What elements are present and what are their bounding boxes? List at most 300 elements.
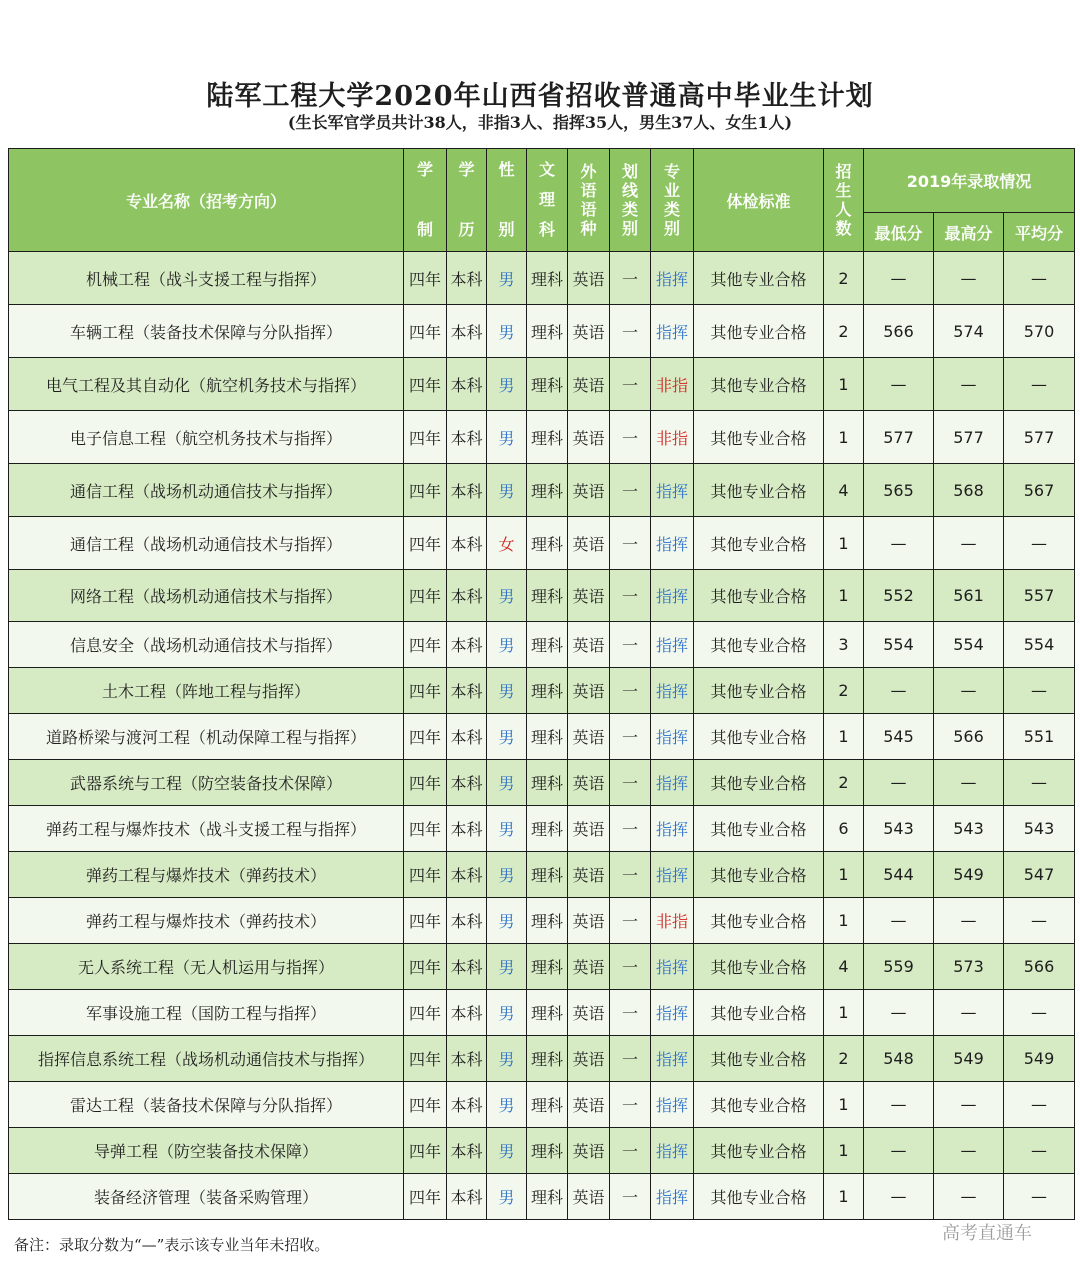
avg-score-cell: 570: [1004, 305, 1075, 358]
line-category-cell: 一: [610, 760, 651, 806]
header-min-score: 最低分: [864, 213, 934, 252]
xuezhi-cell: 四年: [404, 1174, 447, 1220]
table-row: [9, 806, 1075, 852]
major-name-cell: 土木工程（阵地工程与指挥）: [9, 668, 404, 714]
avg-score-cell: —: [1004, 1082, 1075, 1128]
xueli-cell: 本科: [447, 1174, 487, 1220]
line-category-cell: 一: [610, 305, 651, 358]
xueli-cell: 本科: [447, 517, 487, 570]
major-type-cell: 指挥: [651, 1128, 694, 1174]
xueli-cell: 本科: [447, 1128, 487, 1174]
table-row: [9, 570, 1075, 622]
xuezhi-cell: 四年: [404, 714, 447, 760]
table-row: [9, 252, 1075, 305]
language-cell: 英语: [568, 570, 610, 622]
gender-cell: 男: [487, 411, 527, 464]
gender-cell: 男: [487, 852, 527, 898]
xuezhi-cell: 四年: [404, 622, 447, 668]
major-type-cell: 指挥: [651, 570, 694, 622]
enrollment-count-cell: 1: [824, 517, 864, 570]
major-type-cell: 指挥: [651, 464, 694, 517]
subject-cell: 理科: [527, 411, 568, 464]
subject-cell: 理科: [527, 714, 568, 760]
health-standard-cell: 其他专业合格: [694, 806, 824, 852]
table-row: [9, 1174, 1075, 1220]
language-cell: 英语: [568, 305, 610, 358]
major-type-cell: 指挥: [651, 1036, 694, 1082]
table-row: [9, 668, 1075, 714]
avg-score-cell: 557: [1004, 570, 1075, 622]
max-score-cell: 568: [934, 464, 1004, 517]
avg-score-cell: 549: [1004, 1036, 1075, 1082]
major-type-cell: 指挥: [651, 305, 694, 358]
major-name-cell: 电气工程及其自动化（航空机务技术与指挥）: [9, 358, 404, 411]
avg-score-cell: —: [1004, 898, 1075, 944]
header-huaxian: 划 线 类 别: [610, 149, 651, 252]
min-score-cell: 552: [864, 570, 934, 622]
max-score-cell: —: [934, 668, 1004, 714]
min-score-cell: 559: [864, 944, 934, 990]
xuezhi-cell: 四年: [404, 1036, 447, 1082]
gender-cell: 男: [487, 806, 527, 852]
major-type-cell: 指挥: [651, 714, 694, 760]
header-max-score: 最高分: [934, 213, 1004, 252]
min-score-cell: 545: [864, 714, 934, 760]
min-score-cell: 544: [864, 852, 934, 898]
xueli-cell: 本科: [447, 1036, 487, 1082]
subject-cell: 理科: [527, 252, 568, 305]
gender-cell: 女: [487, 517, 527, 570]
header-xueli: 学 历: [447, 149, 487, 252]
xueli-cell: 本科: [447, 358, 487, 411]
subject-cell: 理科: [527, 570, 568, 622]
avg-score-cell: —: [1004, 668, 1075, 714]
language-cell: 英语: [568, 990, 610, 1036]
min-score-cell: —: [864, 898, 934, 944]
header-xingbie: 性 别: [487, 149, 527, 252]
max-score-cell: 574: [934, 305, 1004, 358]
health-standard-cell: 其他专业合格: [694, 570, 824, 622]
page-subtitle: (生长军官学员共计38人，非指3人、指挥35人，男生37人、女生1人): [287, 113, 793, 132]
avg-score-cell: —: [1004, 1174, 1075, 1220]
xueli-cell: 本科: [447, 464, 487, 517]
subject-cell: 理科: [527, 1174, 568, 1220]
avg-score-cell: —: [1004, 1128, 1075, 1174]
min-score-cell: 543: [864, 806, 934, 852]
health-standard-cell: 其他专业合格: [694, 622, 824, 668]
major-type-cell: 指挥: [651, 806, 694, 852]
table-row: [9, 411, 1075, 464]
xuezhi-cell: 四年: [404, 898, 447, 944]
min-score-cell: —: [864, 668, 934, 714]
xuezhi-cell: 四年: [404, 517, 447, 570]
min-score-cell: 566: [864, 305, 934, 358]
table-row: [9, 852, 1075, 898]
major-name-cell: 电子信息工程（航空机务技术与指挥）: [9, 411, 404, 464]
max-score-cell: 549: [934, 1036, 1004, 1082]
line-category-cell: 一: [610, 1174, 651, 1220]
language-cell: 英语: [568, 411, 610, 464]
line-category-cell: 一: [610, 806, 651, 852]
line-category-cell: 一: [610, 517, 651, 570]
health-standard-cell: 其他专业合格: [694, 898, 824, 944]
min-score-cell: 548: [864, 1036, 934, 1082]
xueli-cell: 本科: [447, 898, 487, 944]
gender-cell: 男: [487, 714, 527, 760]
table-row: [9, 944, 1075, 990]
gender-cell: 男: [487, 305, 527, 358]
major-type-cell: 非指: [651, 358, 694, 411]
max-score-cell: —: [934, 760, 1004, 806]
table-row: [9, 464, 1075, 517]
xuezhi-cell: 四年: [404, 252, 447, 305]
xueli-cell: 本科: [447, 806, 487, 852]
subject-cell: 理科: [527, 464, 568, 517]
max-score-cell: 566: [934, 714, 1004, 760]
min-score-cell: —: [864, 1128, 934, 1174]
subject-cell: 理科: [527, 760, 568, 806]
watermark: 高考直通车: [942, 1223, 1032, 1244]
avg-score-cell: 554: [1004, 622, 1075, 668]
gender-cell: 男: [487, 1174, 527, 1220]
gender-cell: 男: [487, 1082, 527, 1128]
xuezhi-cell: 四年: [404, 1082, 447, 1128]
table-row: [9, 760, 1075, 806]
gender-cell: 男: [487, 252, 527, 305]
line-category-cell: 一: [610, 990, 651, 1036]
gender-cell: 男: [487, 358, 527, 411]
enrollment-count-cell: 1: [824, 1128, 864, 1174]
line-category-cell: 一: [610, 464, 651, 517]
enrollment-count-cell: 4: [824, 464, 864, 517]
gender-cell: 男: [487, 1128, 527, 1174]
line-category-cell: 一: [610, 668, 651, 714]
xueli-cell: 本科: [447, 411, 487, 464]
health-standard-cell: 其他专业合格: [694, 1082, 824, 1128]
xueli-cell: 本科: [447, 622, 487, 668]
xuezhi-cell: 四年: [404, 305, 447, 358]
major-name-cell: 军事设施工程（国防工程与指挥）: [9, 990, 404, 1036]
max-score-cell: 554: [934, 622, 1004, 668]
page-title: 陆军工程大学2020年山西省招收普通高中毕业生计划: [206, 81, 874, 112]
min-score-cell: —: [864, 252, 934, 305]
language-cell: 英语: [568, 622, 610, 668]
max-score-cell: 543: [934, 806, 1004, 852]
avg-score-cell: 551: [1004, 714, 1075, 760]
health-standard-cell: 其他专业合格: [694, 944, 824, 990]
language-cell: 英语: [568, 252, 610, 305]
xuezhi-cell: 四年: [404, 570, 447, 622]
line-category-cell: 一: [610, 852, 651, 898]
max-score-cell: —: [934, 1082, 1004, 1128]
enrollment-count-cell: 2: [824, 668, 864, 714]
health-standard-cell: 其他专业合格: [694, 1128, 824, 1174]
table-row: [9, 305, 1075, 358]
avg-score-cell: —: [1004, 252, 1075, 305]
subject-cell: 理科: [527, 898, 568, 944]
enrollment-count-cell: 4: [824, 944, 864, 990]
enrollment-count-cell: 1: [824, 358, 864, 411]
gender-cell: 男: [487, 668, 527, 714]
max-score-cell: 573: [934, 944, 1004, 990]
health-standard-cell: 其他专业合格: [694, 464, 824, 517]
health-standard-cell: 其他专业合格: [694, 358, 824, 411]
subject-cell: 理科: [527, 944, 568, 990]
table-row: [9, 517, 1075, 570]
language-cell: 英语: [568, 1174, 610, 1220]
table-body: [9, 252, 1075, 1220]
health-standard-cell: 其他专业合格: [694, 305, 824, 358]
table-row: [9, 898, 1075, 944]
header-waiyu: 外 语 语 种: [568, 149, 610, 252]
major-name-cell: 信息安全（战场机动通信技术与指挥）: [9, 622, 404, 668]
max-score-cell: —: [934, 1128, 1004, 1174]
major-name-cell: 网络工程（战场机动通信技术与指挥）: [9, 570, 404, 622]
xuezhi-cell: 四年: [404, 852, 447, 898]
language-cell: 英语: [568, 898, 610, 944]
line-category-cell: 一: [610, 1128, 651, 1174]
language-cell: 英语: [568, 464, 610, 517]
xueli-cell: 本科: [447, 990, 487, 1036]
table-row: [9, 714, 1075, 760]
enrollment-count-cell: 1: [824, 852, 864, 898]
enrollment-count-cell: 1: [824, 411, 864, 464]
subject-cell: 理科: [527, 806, 568, 852]
language-cell: 英语: [568, 714, 610, 760]
xuezhi-cell: 四年: [404, 806, 447, 852]
xuezhi-cell: 四年: [404, 668, 447, 714]
health-standard-cell: 其他专业合格: [694, 760, 824, 806]
xueli-cell: 本科: [447, 714, 487, 760]
header-zhaosheng: 招 生 人 数: [824, 149, 864, 252]
gender-cell: 男: [487, 898, 527, 944]
min-score-cell: 565: [864, 464, 934, 517]
table-row: [9, 1036, 1075, 1082]
enrollment-count-cell: 1: [824, 990, 864, 1036]
subject-cell: 理科: [527, 305, 568, 358]
subject-cell: 理科: [527, 1036, 568, 1082]
subject-cell: 理科: [527, 990, 568, 1036]
min-score-cell: —: [864, 990, 934, 1036]
header-avg-score: 平均分: [1004, 213, 1075, 252]
health-standard-cell: 其他专业合格: [694, 852, 824, 898]
min-score-cell: —: [864, 358, 934, 411]
major-type-cell: 指挥: [651, 760, 694, 806]
max-score-cell: 561: [934, 570, 1004, 622]
language-cell: 英语: [568, 1128, 610, 1174]
xuezhi-cell: 四年: [404, 464, 447, 517]
gender-cell: 男: [487, 760, 527, 806]
line-category-cell: 一: [610, 358, 651, 411]
subject-cell: 理科: [527, 1128, 568, 1174]
health-standard-cell: 其他专业合格: [694, 1174, 824, 1220]
xueli-cell: 本科: [447, 305, 487, 358]
line-category-cell: 一: [610, 714, 651, 760]
major-type-cell: 指挥: [651, 668, 694, 714]
language-cell: 英语: [568, 852, 610, 898]
enrollment-count-cell: 1: [824, 1082, 864, 1128]
language-cell: 英语: [568, 760, 610, 806]
max-score-cell: 577: [934, 411, 1004, 464]
header-wenli: 文 理 科: [527, 149, 568, 252]
min-score-cell: —: [864, 1174, 934, 1220]
major-name-cell: 车辆工程（装备技术保障与分队指挥）: [9, 305, 404, 358]
language-cell: 英语: [568, 1082, 610, 1128]
xueli-cell: 本科: [447, 570, 487, 622]
language-cell: 英语: [568, 1036, 610, 1082]
health-standard-cell: 其他专业合格: [694, 1036, 824, 1082]
xueli-cell: 本科: [447, 852, 487, 898]
enrollment-count-cell: 2: [824, 760, 864, 806]
major-name-cell: 导弹工程（防空装备技术保障）: [9, 1128, 404, 1174]
min-score-cell: —: [864, 517, 934, 570]
avg-score-cell: —: [1004, 517, 1075, 570]
major-type-cell: 指挥: [651, 990, 694, 1036]
line-category-cell: 一: [610, 1036, 651, 1082]
major-name-cell: 机械工程（战斗支援工程与指挥）: [9, 252, 404, 305]
avg-score-cell: 577: [1004, 411, 1075, 464]
min-score-cell: —: [864, 760, 934, 806]
enrollment-plan-table: [8, 148, 1075, 1220]
xueli-cell: 本科: [447, 668, 487, 714]
line-category-cell: 一: [610, 570, 651, 622]
enrollment-count-cell: 6: [824, 806, 864, 852]
avg-score-cell: —: [1004, 760, 1075, 806]
xueli-cell: 本科: [447, 252, 487, 305]
language-cell: 英语: [568, 358, 610, 411]
table-row: [9, 990, 1075, 1036]
max-score-cell: —: [934, 1174, 1004, 1220]
health-standard-cell: 其他专业合格: [694, 252, 824, 305]
enrollment-count-cell: 2: [824, 1036, 864, 1082]
major-type-cell: 指挥: [651, 517, 694, 570]
xuezhi-cell: 四年: [404, 411, 447, 464]
major-type-cell: 非指: [651, 411, 694, 464]
xueli-cell: 本科: [447, 944, 487, 990]
major-name-cell: 弹药工程与爆炸技术（战斗支援工程与指挥）: [9, 806, 404, 852]
max-score-cell: 549: [934, 852, 1004, 898]
header-xuezhi: 学 制: [404, 149, 447, 252]
language-cell: 英语: [568, 806, 610, 852]
table-row: [9, 1082, 1075, 1128]
enrollment-count-cell: 3: [824, 622, 864, 668]
max-score-cell: —: [934, 990, 1004, 1036]
subject-cell: 理科: [527, 852, 568, 898]
header-2019: 2019年录取情况: [864, 149, 1075, 213]
major-type-cell: 非指: [651, 898, 694, 944]
min-score-cell: 577: [864, 411, 934, 464]
gender-cell: 男: [487, 464, 527, 517]
enrollment-count-cell: 1: [824, 570, 864, 622]
xuezhi-cell: 四年: [404, 1128, 447, 1174]
gender-cell: 男: [487, 944, 527, 990]
major-name-cell: 弹药工程与爆炸技术（弹药技术）: [9, 898, 404, 944]
max-score-cell: —: [934, 517, 1004, 570]
major-type-cell: 指挥: [651, 1082, 694, 1128]
health-standard-cell: 其他专业合格: [694, 990, 824, 1036]
xuezhi-cell: 四年: [404, 944, 447, 990]
xuezhi-cell: 四年: [404, 990, 447, 1036]
avg-score-cell: —: [1004, 358, 1075, 411]
max-score-cell: —: [934, 898, 1004, 944]
health-standard-cell: 其他专业合格: [694, 668, 824, 714]
enrollment-count-cell: 2: [824, 252, 864, 305]
major-name-cell: 通信工程（战场机动通信技术与指挥）: [9, 464, 404, 517]
major-name-cell: 武器系统与工程（防空装备技术保障）: [9, 760, 404, 806]
health-standard-cell: 其他专业合格: [694, 517, 824, 570]
header-tijian: 体检标准: [694, 149, 824, 252]
major-type-cell: 指挥: [651, 1174, 694, 1220]
max-score-cell: —: [934, 358, 1004, 411]
xueli-cell: 本科: [447, 1082, 487, 1128]
language-cell: 英语: [568, 668, 610, 714]
line-category-cell: 一: [610, 1082, 651, 1128]
language-cell: 英语: [568, 944, 610, 990]
xuezhi-cell: 四年: [404, 358, 447, 411]
subject-cell: 理科: [527, 1082, 568, 1128]
header-zhuanye: 专 业 类 别: [651, 149, 694, 252]
gender-cell: 男: [487, 1036, 527, 1082]
gender-cell: 男: [487, 570, 527, 622]
health-standard-cell: 其他专业合格: [694, 411, 824, 464]
major-type-cell: 指挥: [651, 622, 694, 668]
major-name-cell: 雷达工程（装备技术保障与分队指挥）: [9, 1082, 404, 1128]
gender-cell: 男: [487, 622, 527, 668]
avg-score-cell: 566: [1004, 944, 1075, 990]
enrollment-count-cell: 1: [824, 1174, 864, 1220]
avg-score-cell: 543: [1004, 806, 1075, 852]
table-row: [9, 358, 1075, 411]
major-name-cell: 通信工程（战场机动通信技术与指挥）: [9, 517, 404, 570]
major-type-cell: 指挥: [651, 852, 694, 898]
enrollment-count-cell: 1: [824, 898, 864, 944]
line-category-cell: 一: [610, 411, 651, 464]
xuezhi-cell: 四年: [404, 760, 447, 806]
line-category-cell: 一: [610, 944, 651, 990]
major-type-cell: 指挥: [651, 252, 694, 305]
avg-score-cell: —: [1004, 990, 1075, 1036]
major-name-cell: 指挥信息系统工程（战场机动通信技术与指挥）: [9, 1036, 404, 1082]
min-score-cell: —: [864, 1082, 934, 1128]
line-category-cell: 一: [610, 622, 651, 668]
table-row: [9, 622, 1075, 668]
footnote: 备注：录取分数为“—”表示该专业当年未招收。: [14, 1236, 330, 1254]
enrollment-count-cell: 2: [824, 305, 864, 358]
subject-cell: 理科: [527, 358, 568, 411]
major-name-cell: 道路桥梁与渡河工程（机动保障工程与指挥）: [9, 714, 404, 760]
table-row: [9, 1128, 1075, 1174]
enrollment-count-cell: 1: [824, 714, 864, 760]
min-score-cell: 554: [864, 622, 934, 668]
major-name-cell: 装备经济管理（装备采购管理）: [9, 1174, 404, 1220]
avg-score-cell: 547: [1004, 852, 1075, 898]
line-category-cell: 一: [610, 252, 651, 305]
gender-cell: 男: [487, 990, 527, 1036]
xueli-cell: 本科: [447, 760, 487, 806]
max-score-cell: —: [934, 252, 1004, 305]
major-name-cell: 无人系统工程（无人机运用与指挥）: [9, 944, 404, 990]
language-cell: 英语: [568, 517, 610, 570]
header-major: 专业名称（招考方向）: [9, 149, 404, 252]
subject-cell: 理科: [527, 622, 568, 668]
major-name-cell: 弹药工程与爆炸技术（弹药技术）: [9, 852, 404, 898]
line-category-cell: 一: [610, 898, 651, 944]
avg-score-cell: 567: [1004, 464, 1075, 517]
subject-cell: 理科: [527, 517, 568, 570]
major-type-cell: 指挥: [651, 944, 694, 990]
subject-cell: 理科: [527, 668, 568, 714]
health-standard-cell: 其他专业合格: [694, 714, 824, 760]
